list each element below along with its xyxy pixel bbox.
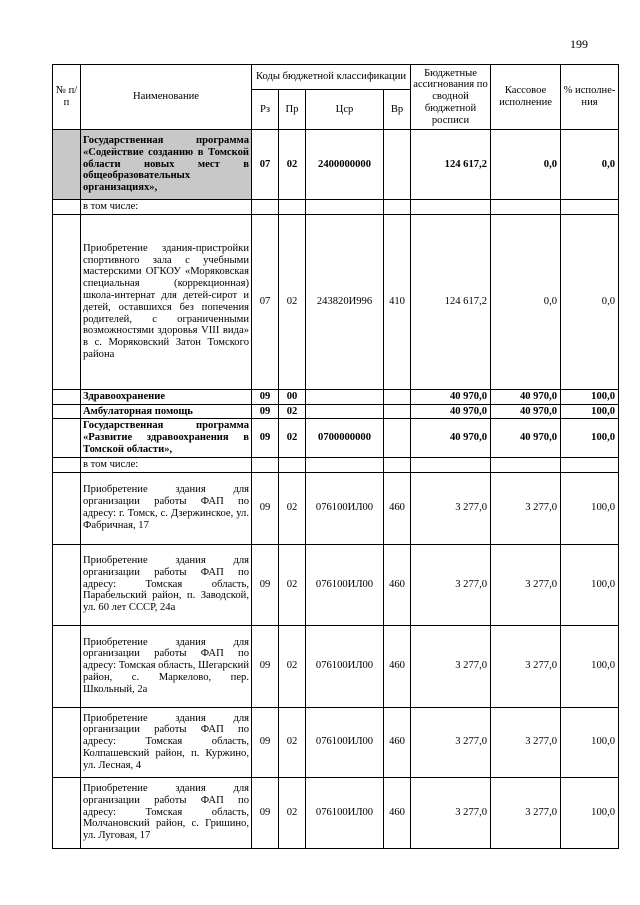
page-number: 199: [570, 37, 588, 51]
row-csr-cell: 076100ИЛ00: [306, 472, 384, 544]
row-name-cell: Амбулаторная помощь: [81, 404, 252, 419]
row-num-cell: [53, 777, 81, 848]
row-csr-cell: 0700000000: [306, 419, 384, 457]
row-pr-cell: 02: [279, 404, 306, 419]
row-cash-execution-cell: 3 277,0: [491, 625, 561, 707]
table-row: [53, 419, 619, 457]
row-pr-cell: 02: [279, 130, 306, 200]
row-csr-cell: 076100ИЛ00: [306, 707, 384, 777]
header-rz: Рз: [252, 90, 279, 130]
row-csr-cell: 076100ИЛ00: [306, 625, 384, 707]
table-row: [53, 707, 619, 777]
row-name-cell: Государственная программа «Развитие здравоохранения в Томской области»,: [81, 419, 252, 457]
row-name-cell: Приобретение здания для организации работы ФАП по адресу: Томская область, Колпашевский район, п. Куржино, ул. Лесная, 4: [81, 707, 252, 777]
row-num-cell: [53, 707, 81, 777]
header-num: № п/п: [53, 65, 81, 130]
row-vr-cell: [384, 404, 411, 419]
row-cash-execution-cell: 0,0: [491, 130, 561, 200]
row-name-cell: в том числе:: [81, 200, 252, 215]
row-vr-cell: [384, 130, 411, 200]
row-csr-cell: [306, 200, 384, 215]
row-name-cell: в том числе:: [81, 457, 252, 472]
row-name-cell: Государственная программа «Содействие созданию в Томской области новых мест в общеобразовательных организациях»,: [81, 130, 252, 200]
row-rz-cell: 09: [252, 707, 279, 777]
table-row: [53, 130, 619, 200]
row-rz-cell: 09: [252, 389, 279, 404]
row-cash-execution-cell: 3 277,0: [491, 544, 561, 625]
header-percent-execution: % исполне-ния: [561, 65, 619, 130]
row-csr-cell: 076100ИЛ00: [306, 544, 384, 625]
row-assignments-cell: 40 970,0: [411, 419, 491, 457]
row-cash-execution-cell: 40 970,0: [491, 404, 561, 419]
row-vr-cell: 410: [384, 214, 411, 389]
row-num-cell: [53, 419, 81, 457]
row-num-cell: [53, 472, 81, 544]
table-row: [53, 457, 619, 472]
row-pr-cell: 02: [279, 777, 306, 848]
budget-table: [52, 64, 619, 849]
row-percent-cell: [561, 200, 619, 215]
table-row: [53, 214, 619, 389]
header-vr: Вр: [384, 90, 411, 130]
table-header: [53, 65, 619, 130]
row-rz-cell: 09: [252, 419, 279, 457]
row-vr-cell: [384, 419, 411, 457]
row-vr-cell: [384, 389, 411, 404]
row-percent-cell: 100,0: [561, 625, 619, 707]
header-assignments: Бюджетные ассигнования по сводной бюджетной росписи: [411, 65, 491, 130]
row-percent-cell: 100,0: [561, 544, 619, 625]
row-cash-execution-cell: 40 970,0: [491, 419, 561, 457]
row-pr-cell: 02: [279, 625, 306, 707]
row-csr-cell: 2400000000: [306, 130, 384, 200]
row-assignments-cell: [411, 457, 491, 472]
row-vr-cell: [384, 457, 411, 472]
row-csr-cell: [306, 404, 384, 419]
row-percent-cell: 100,0: [561, 472, 619, 544]
row-vr-cell: 460: [384, 544, 411, 625]
row-csr-cell: [306, 389, 384, 404]
row-name-cell: Приобретение здания для организации работы ФАП по адресу: Томская область, Шегарский район, с. Маркелово, пер. Школьный, 2а: [81, 625, 252, 707]
row-pr-cell: 02: [279, 419, 306, 457]
row-percent-cell: 100,0: [561, 404, 619, 419]
header-codes-group: Коды бюджетной классификации: [252, 65, 411, 90]
table-body: [53, 130, 619, 849]
row-cash-execution-cell: 40 970,0: [491, 389, 561, 404]
row-vr-cell: 460: [384, 472, 411, 544]
row-percent-cell: 100,0: [561, 777, 619, 848]
row-pr-cell: 02: [279, 544, 306, 625]
row-assignments-cell: 124 617,2: [411, 214, 491, 389]
row-assignments-cell: 124 617,2: [411, 130, 491, 200]
row-percent-cell: 100,0: [561, 707, 619, 777]
row-num-cell: [53, 200, 81, 215]
table-row: [53, 389, 619, 404]
row-assignments-cell: [411, 200, 491, 215]
row-rz-cell: 09: [252, 404, 279, 419]
row-vr-cell: 460: [384, 625, 411, 707]
row-rz-cell: [252, 457, 279, 472]
row-pr-cell: 02: [279, 472, 306, 544]
row-percent-cell: 100,0: [561, 419, 619, 457]
row-num-cell: [53, 404, 81, 419]
row-cash-execution-cell: 3 277,0: [491, 707, 561, 777]
header-csr: Цср: [306, 90, 384, 130]
row-vr-cell: [384, 200, 411, 215]
row-rz-cell: 09: [252, 625, 279, 707]
row-num-cell: [53, 457, 81, 472]
row-assignments-cell: 3 277,0: [411, 472, 491, 544]
row-name-cell: Приобретение здания для организации работы ФАП по адресу: г. Томск, с. Дзержинское, ул. Фабричная, 17: [81, 472, 252, 544]
row-assignments-cell: 40 970,0: [411, 404, 491, 419]
row-num-cell: [53, 544, 81, 625]
row-pr-cell: 02: [279, 214, 306, 389]
row-name-cell: Приобретение здания-пристройки спортивного зала с учебными мастерскими ОГКОУ «Моряковская специальная (коррекционная) школа-интернат для детей-сирот и детей, оставшихся без попечения родителей, с ограниченными возможностями здоровья VIII вида» в с. Моряковский Затон Томского района: [81, 214, 252, 389]
row-num-cell: [53, 130, 81, 200]
row-cash-execution-cell: [491, 457, 561, 472]
row-num-cell: [53, 214, 81, 389]
row-assignments-cell: 3 277,0: [411, 544, 491, 625]
row-rz-cell: [252, 200, 279, 215]
row-assignments-cell: 3 277,0: [411, 777, 491, 848]
row-pr-cell: [279, 200, 306, 215]
row-percent-cell: [561, 457, 619, 472]
table-row: [53, 625, 619, 707]
row-pr-cell: 02: [279, 707, 306, 777]
row-csr-cell: 076100ИЛ00: [306, 777, 384, 848]
row-cash-execution-cell: 3 277,0: [491, 472, 561, 544]
table-row: [53, 404, 619, 419]
row-pr-cell: 00: [279, 389, 306, 404]
row-cash-execution-cell: 0,0: [491, 214, 561, 389]
row-csr-cell: 243820И996: [306, 214, 384, 389]
row-csr-cell: [306, 457, 384, 472]
row-vr-cell: 460: [384, 777, 411, 848]
row-name-cell: Приобретение здания для организации работы ФАП по адресу: Томская область, Парабельский район, п. Заводской, ул. 60 лет СССР, 24а: [81, 544, 252, 625]
row-name-cell: Приобретение здания для организации работы ФАП по адресу: Томская область, Молчановский район, с. Гришино, ул. Луговая, 17: [81, 777, 252, 848]
header-pr: Пр: [279, 90, 306, 130]
row-pr-cell: [279, 457, 306, 472]
row-assignments-cell: 3 277,0: [411, 625, 491, 707]
row-cash-execution-cell: 3 277,0: [491, 777, 561, 848]
row-percent-cell: 100,0: [561, 389, 619, 404]
header-cash-execution: Кассовое исполнение: [491, 65, 561, 130]
row-rz-cell: 09: [252, 472, 279, 544]
table-row: [53, 472, 619, 544]
row-name-cell: Здравоохранение: [81, 389, 252, 404]
row-rz-cell: 07: [252, 130, 279, 200]
table-row: [53, 777, 619, 848]
row-percent-cell: 0,0: [561, 214, 619, 389]
table-row: [53, 544, 619, 625]
header-name: Наименование: [81, 65, 252, 130]
row-cash-execution-cell: [491, 200, 561, 215]
row-percent-cell: 0,0: [561, 130, 619, 200]
row-rz-cell: 09: [252, 777, 279, 848]
row-vr-cell: 460: [384, 707, 411, 777]
row-num-cell: [53, 389, 81, 404]
row-rz-cell: 07: [252, 214, 279, 389]
row-num-cell: [53, 625, 81, 707]
row-rz-cell: 09: [252, 544, 279, 625]
row-assignments-cell: 3 277,0: [411, 707, 491, 777]
row-assignments-cell: 40 970,0: [411, 389, 491, 404]
table-row: [53, 200, 619, 215]
